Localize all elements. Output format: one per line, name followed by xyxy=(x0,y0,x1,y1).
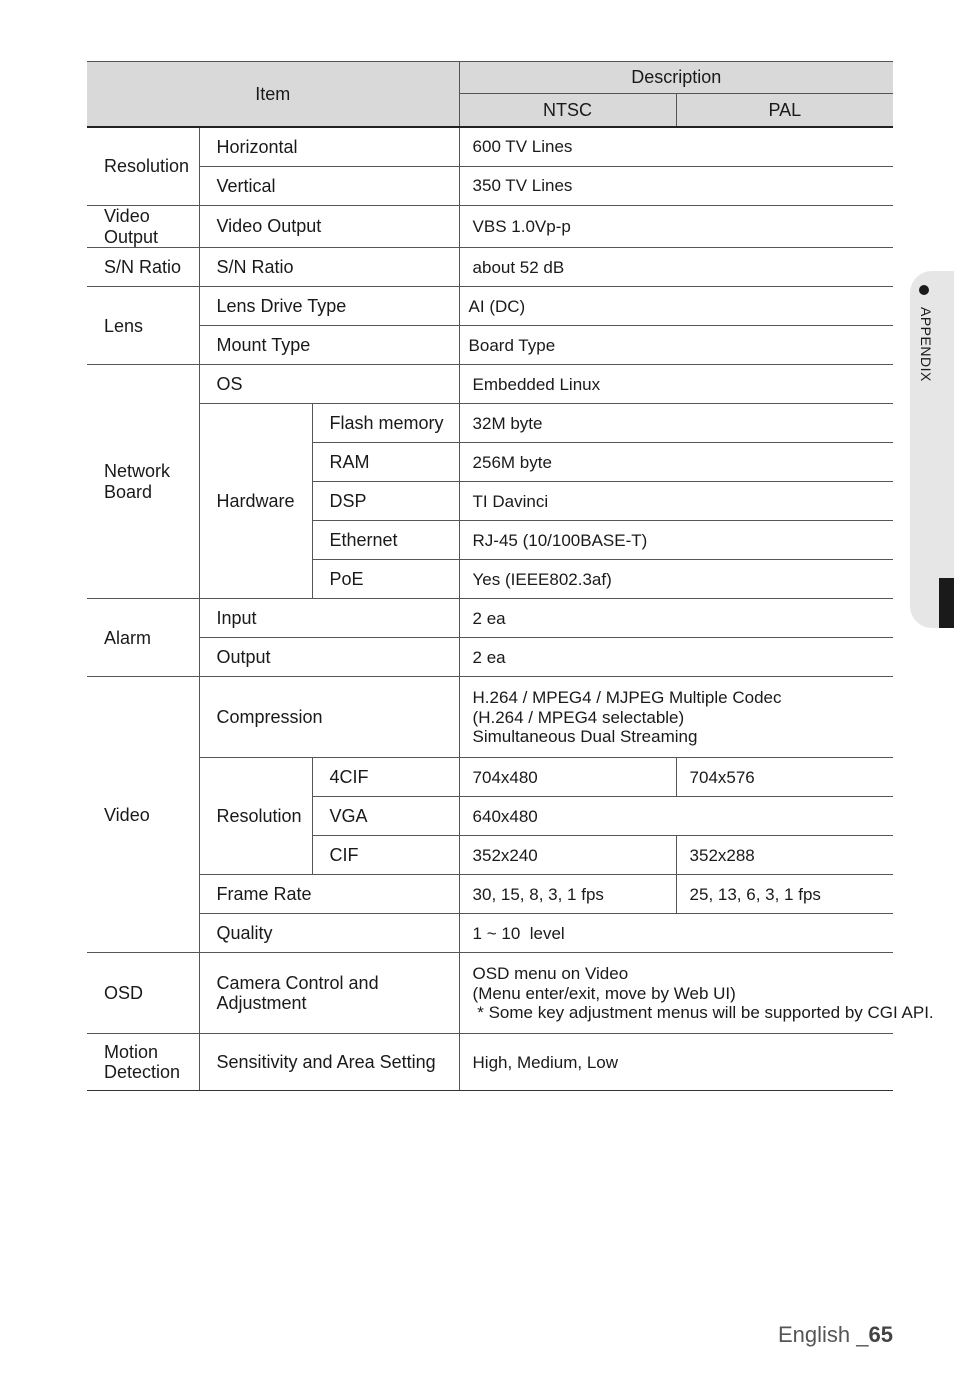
motion-line2: Detection xyxy=(104,1062,181,1083)
sub-label-flash-memory: Flash memory xyxy=(312,404,459,443)
table-row xyxy=(87,638,893,677)
sub-label-video-resolution: Resolution xyxy=(199,758,312,875)
header-pal: PAL xyxy=(676,94,893,128)
table-row xyxy=(87,953,893,1034)
footer-language: English _ xyxy=(778,1322,869,1347)
sub-label-compression: Compression xyxy=(199,677,459,758)
page-number: 65 xyxy=(868,1322,893,1347)
sub-label-camera-control: Camera Control and Adjustment xyxy=(199,953,459,1034)
value-vertical: 350 TV Lines xyxy=(459,167,893,206)
compression-line1: H.264 / MPEG4 / MJPEG Multiple Codec xyxy=(472,688,782,708)
sub-label-sensitivity: Sensitivity and Area Setting xyxy=(199,1034,459,1091)
sub-label-cif: CIF xyxy=(312,836,459,875)
sub-label-os: OS xyxy=(199,365,459,404)
value-output: 2 ea xyxy=(459,638,893,677)
osd-line3: * Some key adjustment menus will be supported by CGI API. xyxy=(472,1003,934,1023)
header-item: Item xyxy=(87,62,459,128)
sub-label-horizontal: Horizontal xyxy=(199,127,459,167)
value-frame-rate-ntsc: 30, 15, 8, 3, 1 fps xyxy=(459,875,676,914)
value-osd xyxy=(459,953,934,1034)
value-os: Embedded Linux xyxy=(459,365,893,404)
row-label-lens: Lens xyxy=(87,287,199,365)
osd-line2: (Menu enter/exit, move by Web UI) xyxy=(472,983,736,1003)
value-frame-rate-pal: 25, 13, 6, 3, 1 fps xyxy=(676,875,893,914)
header-description: Description xyxy=(459,62,893,94)
value-poe: Yes (IEEE802.3af) xyxy=(459,560,893,599)
table-row xyxy=(87,127,893,167)
table-row xyxy=(87,167,893,206)
sub-label-vga: VGA xyxy=(312,797,459,836)
row-label-osd: OSD xyxy=(87,953,199,1034)
value-ram: 256M byte xyxy=(459,443,893,482)
sub-label-lens-drive-type: Lens Drive Type xyxy=(199,287,459,326)
sub-label-ram: RAM xyxy=(312,443,459,482)
value-sn-ratio: about 52 dB xyxy=(459,248,893,287)
row-label-resolution: Resolution xyxy=(87,127,199,206)
row-label-alarm: Alarm xyxy=(87,599,199,677)
value-horizontal: 600 TV Lines xyxy=(459,127,893,167)
table-row xyxy=(87,758,893,797)
table-row xyxy=(87,206,893,248)
tab-marker xyxy=(939,578,954,628)
table-row xyxy=(87,914,893,953)
sub-label-output: Output xyxy=(199,638,459,677)
sub-label-vertical: Vertical xyxy=(199,167,459,206)
value-cif-ntsc: 352x240 xyxy=(459,836,676,875)
network-board-line1: Network xyxy=(104,461,171,482)
value-compression xyxy=(459,677,893,758)
compression-line2: (H.264 / MPEG4 selectable) xyxy=(472,707,685,727)
row-label-motion-detection xyxy=(87,1034,199,1091)
network-board-line2: Board xyxy=(104,481,153,502)
appendix-side-tab xyxy=(910,271,954,628)
sub-label-poe: PoE xyxy=(312,560,459,599)
sub-label-ethernet: Ethernet xyxy=(312,521,459,560)
value-mount-type: Board Type xyxy=(459,326,893,365)
value-quality: 1 ~ 10 level xyxy=(459,914,893,953)
sub-label-video-output: Video Output xyxy=(199,206,459,248)
sub-label-input: Input xyxy=(199,599,459,638)
table-row xyxy=(87,599,893,638)
value-4cif-pal: 704x576 xyxy=(676,758,893,797)
table-row xyxy=(87,404,893,443)
sub-label-mount-type: Mount Type xyxy=(199,326,459,365)
value-input: 2 ea xyxy=(459,599,893,638)
compression-line3: Simultaneous Dual Streaming xyxy=(472,727,698,747)
table-row xyxy=(87,248,893,287)
sub-label-dsp: DSP xyxy=(312,482,459,521)
value-4cif-ntsc: 704x480 xyxy=(459,758,676,797)
row-label-video-output: Video Output xyxy=(87,206,199,248)
table-row xyxy=(87,365,893,404)
sub-label-frame-rate: Frame Rate xyxy=(199,875,459,914)
table-row xyxy=(87,287,893,326)
value-ethernet: RJ-45 (10/100BASE-T) xyxy=(459,521,893,560)
sub-label-quality: Quality xyxy=(199,914,459,953)
value-motion-detection: High, Medium, Low xyxy=(459,1034,893,1091)
row-label-sn-ratio: S/N Ratio xyxy=(87,248,199,287)
value-lens-drive-type: AI (DC) xyxy=(459,287,893,326)
sub-label-sn-ratio: S/N Ratio xyxy=(199,248,459,287)
motion-line1: Motion xyxy=(104,1041,159,1062)
table-row xyxy=(87,1034,893,1091)
table-row xyxy=(87,326,893,365)
table-row xyxy=(87,875,893,914)
value-vga: 640x480 xyxy=(459,797,893,836)
bullet-icon xyxy=(919,285,929,295)
row-label-network-board xyxy=(87,365,199,599)
sub-label-4cif: 4CIF xyxy=(312,758,459,797)
osd-line1: OSD menu on Video xyxy=(472,964,629,984)
value-dsp: TI Davinci xyxy=(459,482,893,521)
table-row xyxy=(87,677,893,758)
value-cif-pal: 352x288 xyxy=(676,836,893,875)
page-footer xyxy=(778,1322,893,1348)
sub-label-hardware: Hardware xyxy=(199,404,312,599)
value-video-output: VBS 1.0Vp-p xyxy=(459,206,893,248)
value-flash-memory: 32M byte xyxy=(459,404,893,443)
appendix-label: APPENDIX xyxy=(918,307,934,382)
header-ntsc: NTSC xyxy=(459,94,676,128)
row-label-video: Video xyxy=(87,677,199,953)
